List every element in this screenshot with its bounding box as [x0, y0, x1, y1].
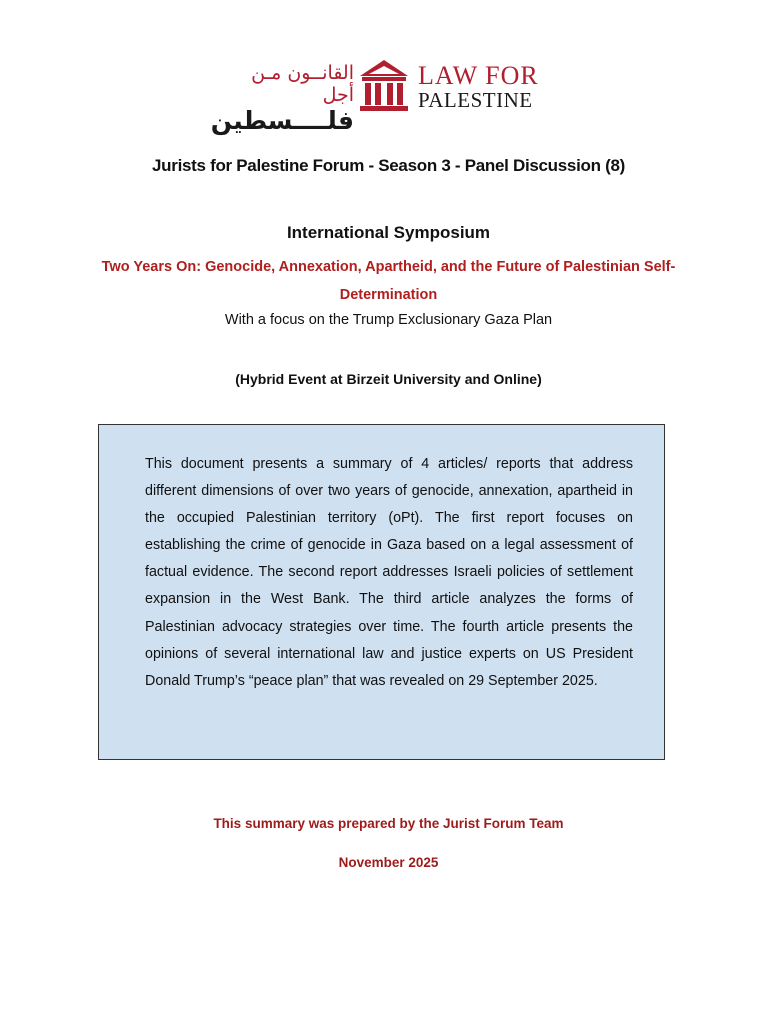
- logo-english-line2: PALESTINE: [418, 88, 533, 112]
- logo-english-text: [418, 61, 539, 112]
- logo-arabic-line1: القانــون مـن أجل: [251, 62, 354, 106]
- logo-arabic-text: [210, 62, 354, 136]
- logo-english-line1: LAW FOR: [418, 61, 539, 90]
- prepared-by-note: This summary was prepared by the Jurist Forum Team: [213, 816, 564, 831]
- logo-arabic-line2: فلــــسطين: [210, 106, 354, 135]
- summary-text: This document presents a summary of 4 articles/ reports that address different dimensions of over two years of genocide, annexation, apartheid in the occupied Palestinian territory (oPt). The first report focuses on establishing the crime of genocide in Gaza based on a legal assessment of factual evidence. The second report addresses Israeli policies of settlement expansion in the West Bank. The third article analyzes the forms of Palestinian advocacy strategies over time. The fourth article presents the opinions of several international law and justice experts on US President Donald Trump’s “peace plan” that was revealed on 29 September 2025.: [145, 456, 633, 689]
- forum-title: Jurists for Palestine Forum - Season 3 - Panel Discussion (8): [152, 156, 625, 175]
- event-type: (Hybrid Event at Birzeit University and Online): [235, 371, 542, 387]
- publication-date: November 2025: [338, 855, 439, 870]
- focus-line: With a focus on the Trump Exclusionary Gaza Plan: [224, 312, 553, 328]
- summary-box: [98, 424, 665, 760]
- law-for-palestine-logo: [210, 58, 539, 135]
- columned-building-icon: [358, 58, 410, 114]
- symposium-heading: International Symposium: [286, 223, 491, 242]
- symposium-subtitle: Two Years On: Genocide, Annexation, Apartheid, and the Future of Palestinian Self-Determination: [101, 259, 676, 303]
